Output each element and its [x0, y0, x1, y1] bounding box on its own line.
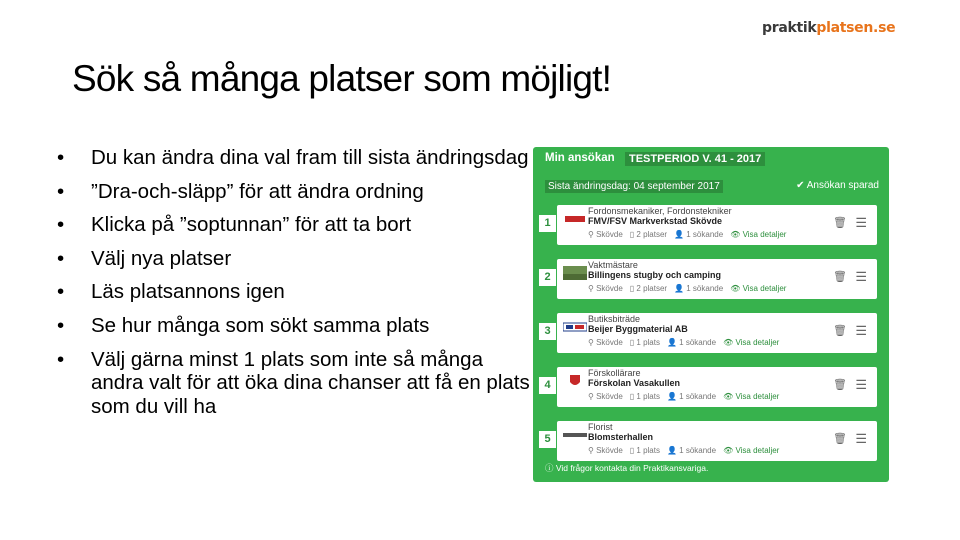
saved-status: ✔ Ansökan sparad — [796, 180, 879, 191]
drag-handle-icon[interactable]: ☰ — [855, 431, 867, 446]
choice-row[interactable] — [557, 313, 877, 353]
row-meta: ⚲ Skövde ▯ 1 plats 👤 1 sökande 👁 Visa detaljer — [588, 392, 780, 401]
rank-number: 3 — [539, 323, 556, 340]
details-link[interactable]: 👁 Visa detaljer — [730, 230, 787, 239]
drag-handle-icon[interactable]: ☰ — [855, 269, 867, 284]
deadline-label: Sista ändringsdag: 04 september 2017 — [545, 180, 723, 193]
bullet-list — [57, 146, 537, 428]
bullet-item: • Klicka på ”soptunnan” för att ta bort — [57, 213, 412, 237]
row-company: Beijer Byggmaterial AB — [588, 324, 688, 334]
row-meta: ⚲ Skövde ▯ 2 platser 👤 1 sökande 👁 Visa detaljer — [588, 230, 787, 239]
company-logo-icon — [563, 212, 587, 226]
bullet-item: • Se hur många som sökt samma plats — [57, 313, 430, 337]
trash-icon[interactable]: 🗑 — [833, 325, 847, 337]
details-link[interactable]: 👁 Visa detaljer — [723, 446, 780, 455]
row-company: FMV/FSV Markverkstad Skövde — [588, 216, 723, 226]
bullet-item: • Välj nya platser — [57, 246, 232, 270]
row-meta: ⚲ Skövde ▯ 1 plats 👤 1 sökande 👁 Visa detaljer — [588, 446, 780, 455]
company-logo-icon — [563, 320, 587, 334]
choice-row[interactable] — [557, 367, 877, 407]
row-title: Fordonsmekaniker, Fordonstekniker — [588, 206, 732, 216]
rank-number: 4 — [539, 377, 556, 394]
company-photo-icon — [563, 266, 587, 280]
row-title: Vaktmästare — [588, 260, 638, 270]
trash-icon[interactable]: 🗑 — [833, 379, 847, 391]
row-title: Förskollärare — [588, 368, 641, 378]
bullet-item: • Läs platsannons igen — [57, 280, 285, 304]
drag-handle-icon[interactable]: ☰ — [855, 215, 867, 230]
bullet-item: • ”Dra-och-släpp” för att ändra ordning — [57, 179, 424, 203]
drag-handle-icon[interactable]: ☰ — [855, 377, 867, 392]
rank-number: 1 — [539, 215, 556, 232]
details-link[interactable]: 👁 Visa detaljer — [723, 338, 780, 347]
slide-title: Sök så många platser som möjligt! — [72, 58, 612, 99]
row-company: Blomsterhallen — [588, 432, 654, 442]
bullet-item: • Välj gärna minst 1 plats som inte så många andra valt för att öka dina chanser att få en plats som du vill ha — [57, 347, 530, 418]
praktikplatsen-logo: praktikplatsen.se — [762, 20, 896, 36]
row-title: Florist — [588, 422, 613, 432]
bullet-item: • Du kan ändra dina val fram till sista ändringsdag — [57, 146, 529, 169]
row-company: Förskolan Vasakullen — [588, 378, 681, 388]
row-meta: ⚲ Skövde ▯ 2 platser 👤 1 sökande 👁 Visa detaljer — [588, 284, 787, 293]
rank-number: 2 — [539, 269, 556, 286]
choice-row[interactable] — [557, 205, 877, 245]
row-meta: ⚲ Skövde ▯ 1 plats 👤 1 sökande 👁 Visa detaljer — [588, 338, 780, 347]
trash-icon[interactable]: 🗑 — [833, 217, 847, 229]
period-badge: TESTPERIOD V. 41 - 2017 — [625, 152, 765, 166]
application-panel — [533, 147, 889, 482]
trash-icon[interactable]: 🗑 — [833, 271, 847, 283]
choice-row[interactable] — [557, 259, 877, 299]
help-footer: ⓘ Vid frågor kontakta din Praktikansvariga. — [545, 463, 709, 473]
trash-icon[interactable]: 🗑 — [833, 433, 847, 445]
row-company: Billingens stugby och camping — [588, 270, 722, 280]
rank-number: 5 — [539, 431, 556, 448]
drag-handle-icon[interactable]: ☰ — [855, 323, 867, 338]
details-link[interactable]: 👁 Visa detaljer — [730, 284, 787, 293]
crest-icon — [563, 374, 587, 388]
details-link[interactable]: 👁 Visa detaljer — [723, 392, 780, 401]
panel-heading: Min ansökan — [545, 152, 615, 164]
choice-row[interactable] — [557, 421, 877, 461]
row-title: Butiksbiträde — [588, 314, 641, 324]
company-logo-icon — [563, 428, 587, 442]
